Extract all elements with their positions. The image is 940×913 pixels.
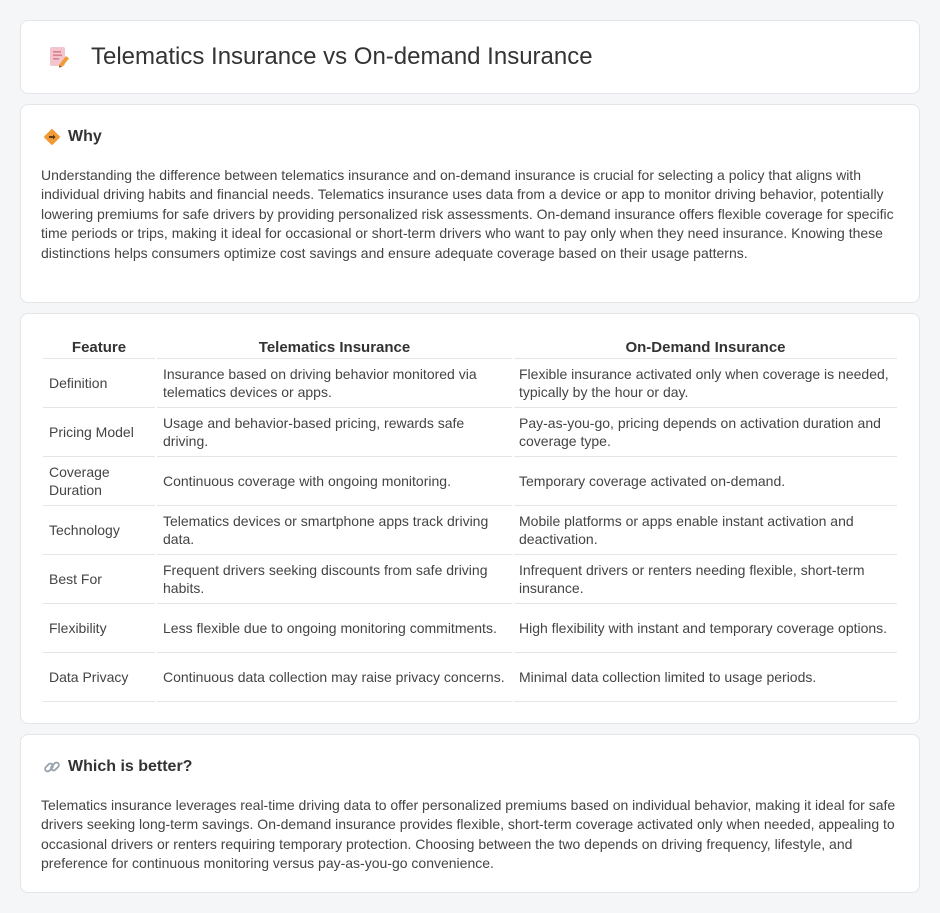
header-telematics: Telematics Insurance bbox=[157, 335, 512, 359]
telematics-cell: Telematics devices or smartphone apps track driving data. bbox=[157, 506, 512, 555]
on-demand-cell: Infrequent drivers or renters needing flexible, short-term insurance. bbox=[514, 555, 897, 604]
feature-cell: Definition bbox=[43, 359, 155, 408]
why-section bbox=[20, 104, 920, 303]
telematics-cell: Usage and behavior-based pricing, rewards safe driving. bbox=[157, 408, 512, 457]
which-is-better-title: Which is better? bbox=[68, 758, 193, 775]
header-feature: Feature bbox=[43, 335, 155, 359]
document-pencil-icon bbox=[47, 45, 71, 69]
diamond-direction-icon bbox=[43, 128, 61, 146]
table-row bbox=[43, 653, 897, 702]
comparison-table bbox=[41, 335, 899, 702]
table-row bbox=[43, 555, 897, 604]
telematics-cell: Less flexible due to ongoing monitoring commitments. bbox=[157, 604, 512, 653]
on-demand-cell: Pay-as-you-go, pricing depends on activation duration and coverage type. bbox=[514, 408, 897, 457]
table-row bbox=[43, 408, 897, 457]
table-header-row bbox=[43, 335, 897, 359]
table-row bbox=[43, 457, 897, 506]
table-row bbox=[43, 604, 897, 653]
feature-cell: Pricing Model bbox=[43, 408, 155, 457]
header-on-demand: On-Demand Insurance bbox=[514, 335, 897, 359]
on-demand-cell: Mobile platforms or apps enable instant activation and deactivation. bbox=[514, 506, 897, 555]
feature-cell: Coverage Duration bbox=[43, 457, 155, 506]
why-text: Understanding the difference between telematics insurance and on-demand insurance is crucial for selecting a policy that aligns with individual driving habits and financial needs. Telematics insurance uses data from a device or app to monitor driving behavior, potentially lowering premiums for safe drivers by providing personalized risk assessments. On-demand insurance offers flexible coverage for specific time periods or trips, making it ideal for occasional or short-term drivers who want to pay only when they need insurance. Knowing these distinctions helps consumers optimize cost savings and ensure adequate coverage based on their usage patterns. bbox=[41, 167, 894, 261]
telematics-cell: Continuous data collection may raise privacy concerns. bbox=[157, 653, 512, 702]
telematics-cell: Continuous coverage with ongoing monitoring. bbox=[157, 457, 512, 506]
header-card bbox=[20, 20, 920, 94]
on-demand-cell: Minimal data collection limited to usage periods. bbox=[514, 653, 897, 702]
on-demand-cell: Temporary coverage activated on-demand. bbox=[514, 457, 897, 506]
telematics-cell: Frequent drivers seeking discounts from safe driving habits. bbox=[157, 555, 512, 604]
page-title: Telematics Insurance vs On-demand Insurance bbox=[91, 43, 593, 70]
table-row bbox=[43, 506, 897, 555]
feature-cell: Flexibility bbox=[43, 604, 155, 653]
feature-cell: Data Privacy bbox=[43, 653, 155, 702]
why-title: Why bbox=[68, 128, 102, 145]
which-is-better-section bbox=[20, 734, 920, 893]
feature-cell: Best For bbox=[43, 555, 155, 604]
comparison-section bbox=[20, 313, 920, 724]
link-icon bbox=[43, 758, 61, 776]
on-demand-cell: Flexible insurance activated only when coverage is needed, typically by the hour or day. bbox=[514, 359, 897, 408]
on-demand-cell: High flexibility with instant and temporary coverage options. bbox=[514, 604, 897, 653]
which-is-better-text: Telematics insurance leverages real-time driving data to offer personalized premiums based on individual behavior, making it ideal for safe drivers seeking long-term savings. On-demand insurance provides flexible, short-term coverage activated only when needed, appealing to occasional drivers or renters requiring temporary protection. Choosing between the two depends on driving frequency, lifestyle, and preference for continuous monitoring versus pay-as-you-go convenience. bbox=[41, 797, 896, 872]
feature-cell: Technology bbox=[43, 506, 155, 555]
telematics-cell: Insurance based on driving behavior monitored via telematics devices or apps. bbox=[157, 359, 512, 408]
table-row bbox=[43, 359, 897, 408]
